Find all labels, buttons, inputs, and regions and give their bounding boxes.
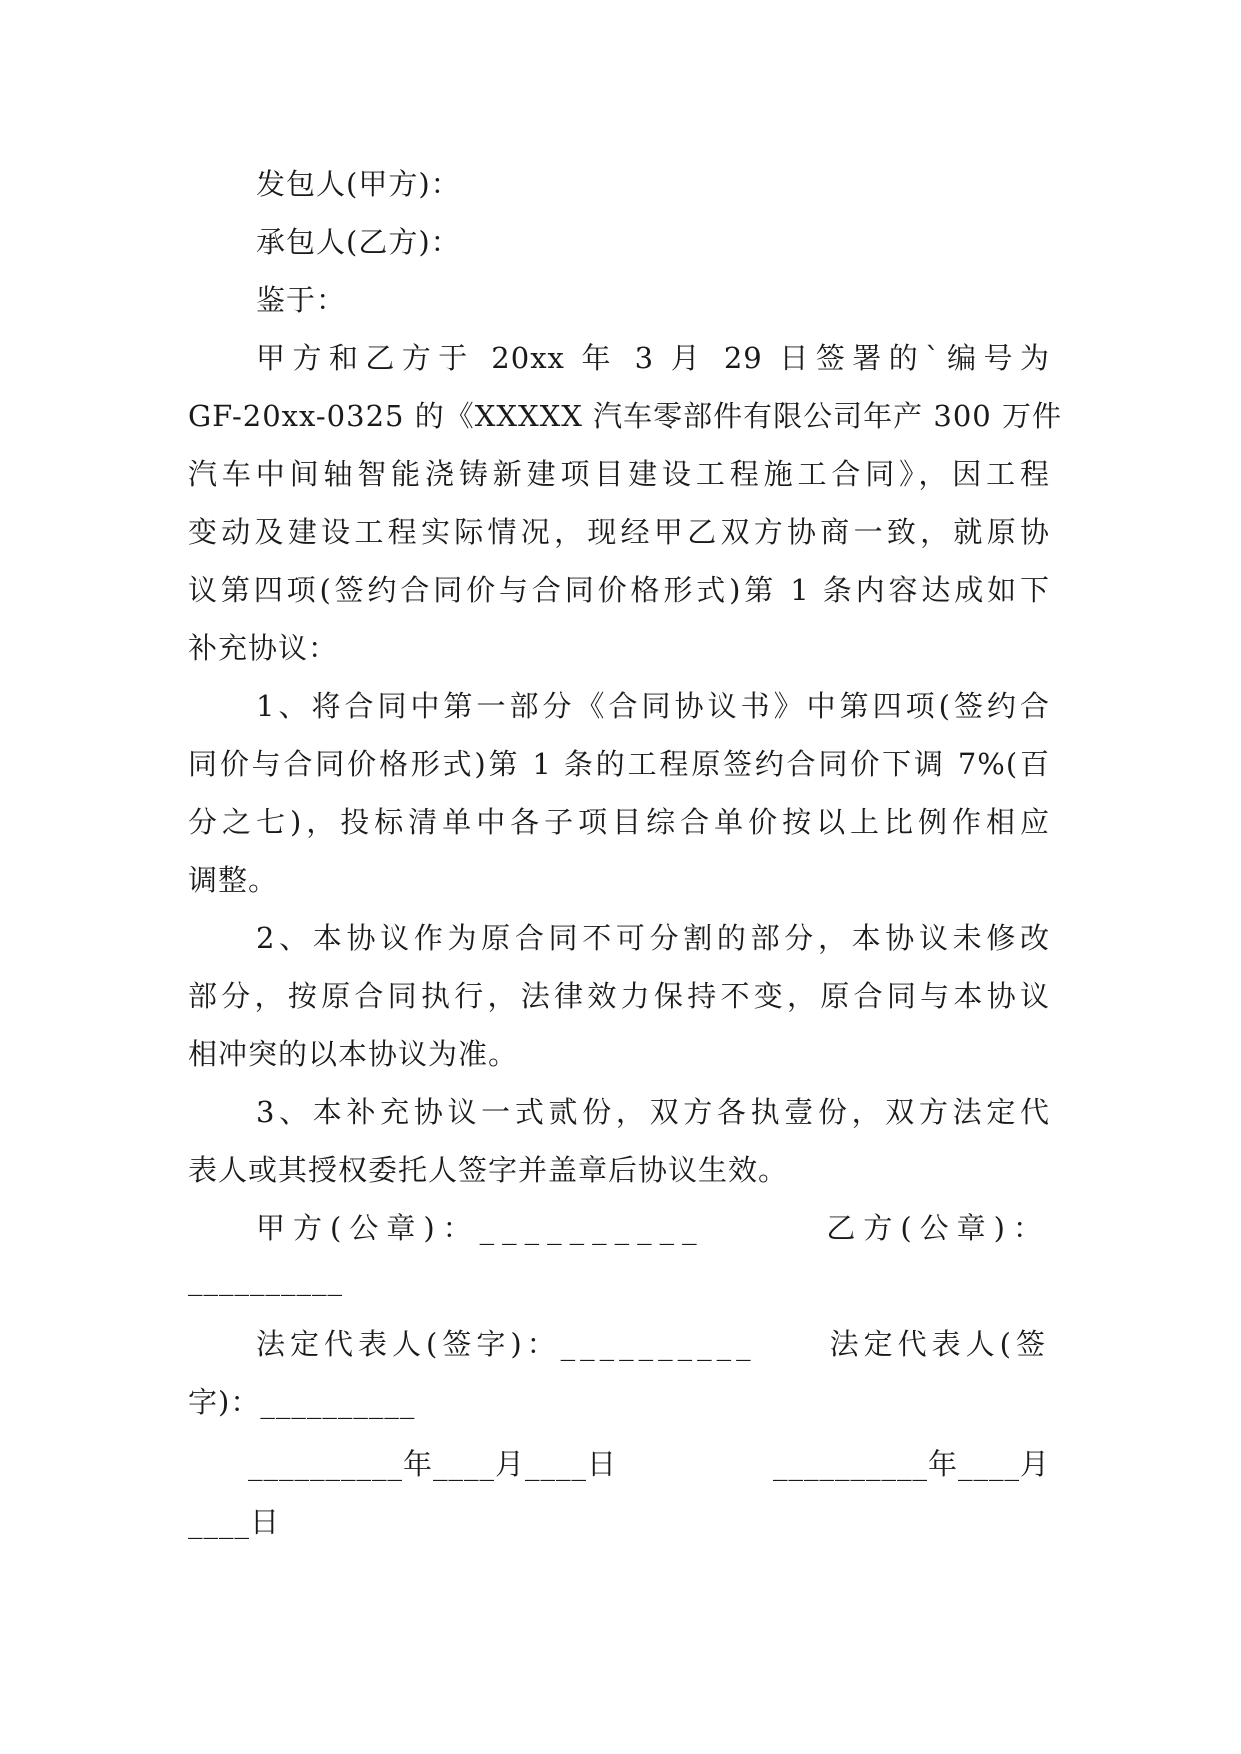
paragraph-line: GF-20xx-0325 的《XXXXX 汽车零部件有限公司年产 300 万件	[188, 399, 1062, 433]
party-b-seal-blank: __________	[188, 1262, 343, 1296]
paragraph-line: 分之七)，投标清单中各子项目综合单价按以上比例作相应	[188, 805, 1050, 839]
paragraph-line: 变动及建设工程实际情况，现经甲乙双方协商一致，就原协	[188, 515, 1050, 549]
party-b-seal-field: 乙方(公章)：	[826, 1211, 1050, 1245]
party-b-representative-field: 法定代表人(签	[829, 1327, 1050, 1361]
intro-paragraph	[188, 329, 1062, 677]
party-a-representative-field: 法定代表人(签字)：__________	[256, 1327, 756, 1361]
clause-2	[188, 909, 1050, 1083]
paragraph-line: 甲方和乙方于 20xx 年 3 月 29 日签署的`编号为	[256, 341, 1050, 375]
clause-1	[188, 677, 1050, 909]
party-b-label: 承包人(乙方)：	[256, 225, 461, 259]
paragraph-line: 同价与合同价格形式)第 1 条的工程原签约合同价下调 7%(百	[188, 747, 1050, 781]
party-a-date-field: __________年____月____日	[248, 1447, 618, 1481]
party-b-date-field: __________年____月	[772, 1447, 1050, 1481]
seal-row	[188, 1199, 1050, 1257]
clause-3	[188, 1083, 1050, 1199]
party-b-date-day-field: ____日	[188, 1505, 281, 1539]
paragraph-line: 议第四项(签约合同价与合同价格形式)第 1 条内容达成如下	[188, 573, 1050, 607]
document-body	[188, 155, 1062, 1551]
paragraph-line: 调整。	[188, 863, 279, 897]
representative-row	[188, 1315, 1050, 1373]
paragraph-line: 表人或其授权委托人签字并盖章后协议生效。	[188, 1153, 789, 1187]
whereas-label: 鉴于：	[256, 283, 347, 317]
date-row	[188, 1435, 1050, 1493]
party-a-seal-field: 甲方(公章)：__________	[256, 1211, 705, 1245]
paragraph-line: 部分，按原合同执行，法律效力保持不变，原合同与本协议	[188, 979, 1050, 1013]
paragraph-line: 3、本补充协议一式贰份，双方各执壹份，双方法定代	[256, 1095, 1050, 1129]
paragraph-line: 相冲突的以本协议为准。	[188, 1037, 519, 1071]
paragraph-line: 补充协议：	[188, 631, 339, 665]
party-b-representative-blank: 字)：__________	[188, 1385, 416, 1419]
party-a-label: 发包人(甲方)：	[256, 167, 461, 201]
paragraph-line: 2、本协议作为原合同不可分割的部分，本协议未修改	[256, 921, 1050, 955]
paragraph-line: 汽车中间轴智能浇铸新建项目建设工程施工合同》，因工程	[188, 457, 1050, 491]
paragraph-line: 1、将合同中第一部分《合同协议书》中第四项(签约合	[256, 689, 1050, 723]
